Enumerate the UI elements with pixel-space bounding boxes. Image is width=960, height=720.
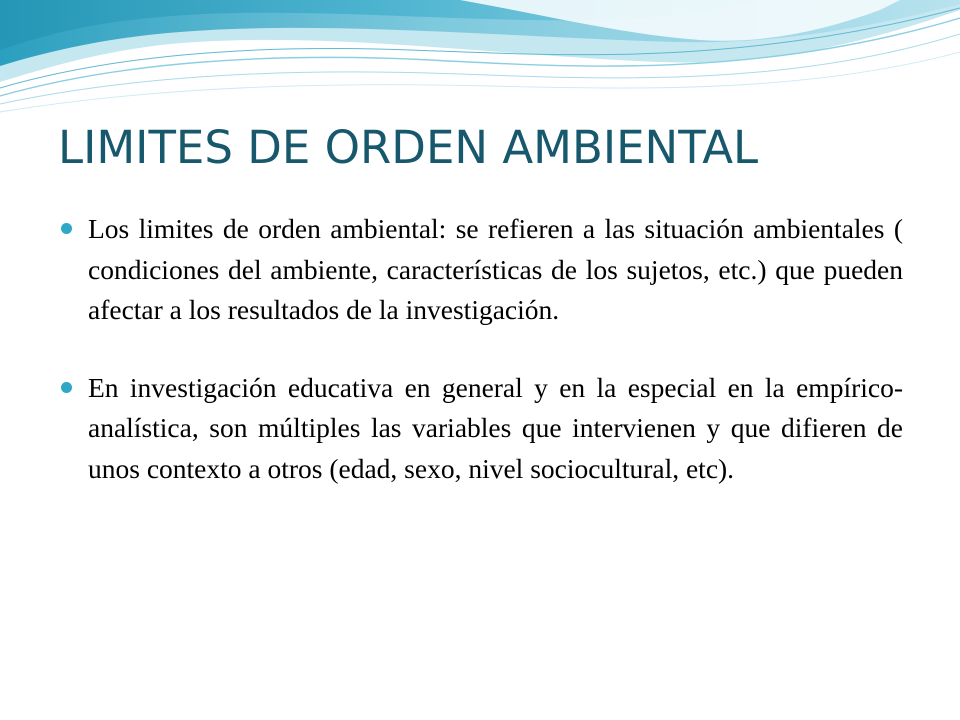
bullet-text: En investigación educativa en general y en la especial en la empírico- analística, son múltiples las variables que intervienen y que difieren de unos contexto a otros (edad, sexo, nivel sociocultural, etc). bbox=[88, 371, 903, 484]
slide-title: LIMITES DE ORDEN AMBIENTAL bbox=[58, 121, 759, 174]
bullet-item bbox=[0, 368, 960, 490]
bullet-dot-icon bbox=[61, 223, 72, 234]
bullet-list bbox=[0, 209, 960, 526]
bullet-item bbox=[0, 209, 960, 331]
bullet-dot-icon bbox=[61, 382, 72, 393]
bullet-text: Los limites de orden ambiental: se refieren a las situación ambientales ( condiciones del ambiente, características de los sujetos, etc.) que pueden afectar a los resultados de la investigación. bbox=[88, 213, 903, 325]
